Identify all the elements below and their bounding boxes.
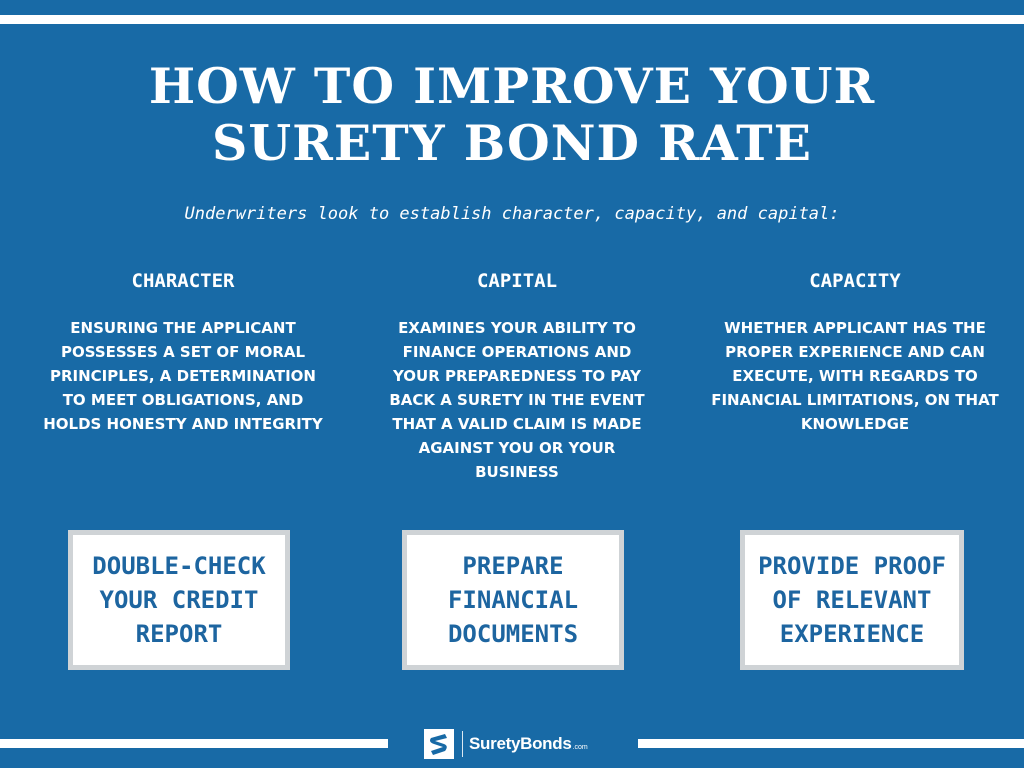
column-description: ENSURING THE APPLICANT POSSESSES A SET OF MORAL PRINCIPLES, A DETERMINATION TO MEET OBLIGATIONS, AND HOLDS HONESTY AND INTEGRITY	[43, 319, 323, 433]
surety-bonds-logo-icon	[424, 729, 454, 759]
column-capital	[357, 268, 677, 484]
title-line-1: HOW TO IMPROVE YOUR	[148, 57, 876, 115]
brand-divider	[462, 731, 463, 757]
tip-box-relevant-experience	[740, 530, 964, 670]
brand-name: SuretyBonds	[469, 734, 572, 753]
tip-box-credit-report	[68, 530, 290, 670]
column-description: WHETHER APPLICANT HAS THE PROPER EXPERIENCE AND CAN EXECUTE, WITH REGARDS TO FINANCIAL LIMITATIONS, ON THAT KNOWLEDGE	[711, 319, 999, 433]
tip-text: PREPARE FINANCIAL DOCUMENTS	[447, 552, 579, 648]
tip-text: PROVIDE PROOF OF RELEVANT EXPERIENCE	[758, 552, 946, 648]
column-heading: CHARACTER	[131, 270, 235, 292]
page-title	[0, 58, 1024, 172]
column-heading: CAPITAL	[476, 270, 558, 292]
column-heading: CAPACITY	[809, 270, 901, 292]
column-description: EXAMINES YOUR ABILITY TO FINANCE OPERATIONS AND YOUR PREPAREDNESS TO PAY BACK A SURETY IN THE EVENT THAT A VALID CLAIM IS MADE AGAINST YOU OR YOUR BUSINESS	[389, 319, 645, 481]
bottom-divider-right	[638, 739, 1024, 748]
brand-logo	[424, 727, 588, 761]
brand-suffix: .com	[572, 743, 588, 751]
column-character	[23, 268, 343, 436]
top-divider	[0, 15, 1024, 24]
tip-box-financial-documents	[402, 530, 624, 670]
tip-text: DOUBLE-CHECK YOUR CREDIT REPORT	[92, 552, 266, 648]
bottom-divider-left	[0, 739, 388, 748]
column-capacity	[695, 268, 1015, 436]
title-line-2: SURETY BOND RATE	[212, 114, 812, 172]
subtitle: Underwriters look to establish character, capacity, and capital:	[184, 204, 840, 224]
